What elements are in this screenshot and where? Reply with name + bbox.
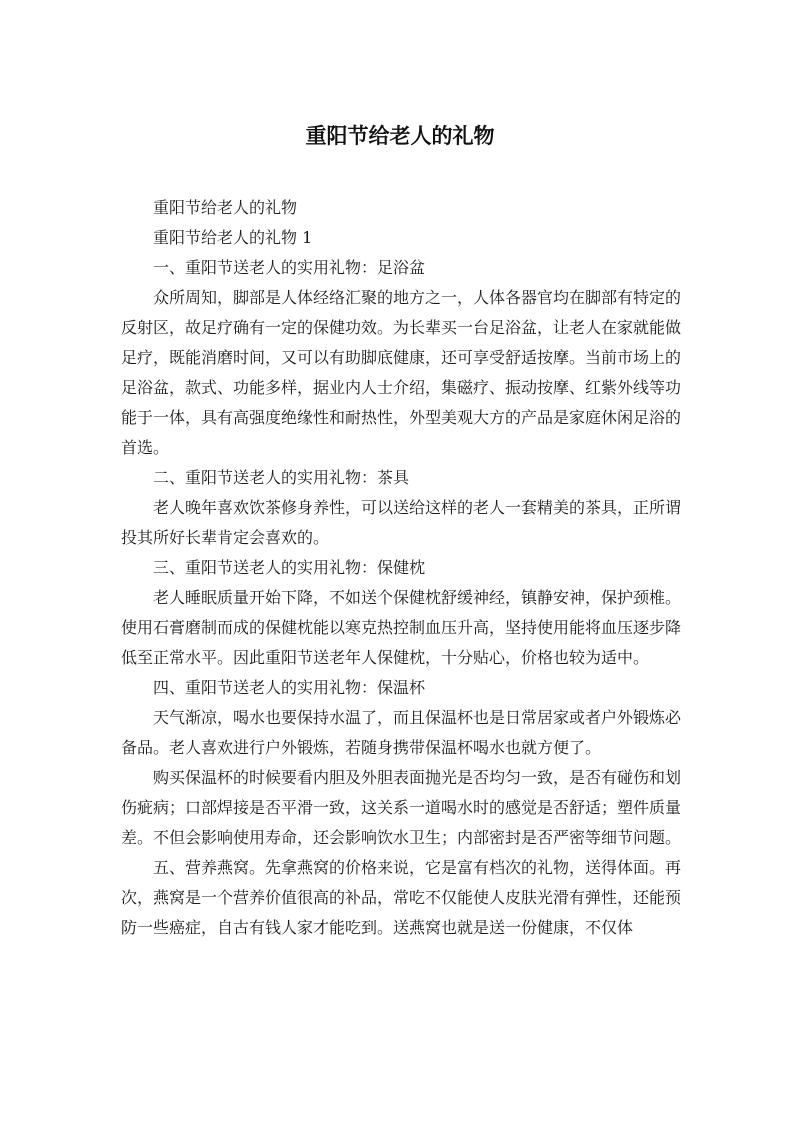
section-heading-foot-bath: 一、重阳节送老人的实用礼物：足浴盆 — [153, 258, 426, 277]
paragraph-thermos: 天气渐凉，喝水也要保持水温了，而且保温杯也是日常居家或者户外锻炼必备品。老人喜欢进行户外锻炼，若随身携带保温杯喝水也就方便了。 — [121, 708, 682, 757]
paragraph-tea-set: 老人晚年喜欢饮茶修身养性，可以送给这样的老人一套精美的茶具，正所谓投其所好长辈肯定会喜欢的。 — [121, 498, 682, 547]
section-heading-thermos: 四、重阳节送老人的实用礼物：保温杯 — [153, 678, 426, 697]
paragraph-foot-bath: 众所周知，脚部是人体经络汇聚的地方之一，人体各器官均在脚部有特定的反射区，故足疗确有一定的保健功效。为长辈买一台足浴盆，让老人在家就能做足疗，既能消磨时间，又可以有助脚底健康，还可享受舒适按摩。当前市场上的足浴盆，款式、功能多样，据业内人士介绍，集磁疗、振动按摩、红紫外线等功能于一体，具有高强度绝缘性和耐热性，外型美观大方的产品是家庭休闲足浴的首选。 — [121, 288, 682, 457]
paragraph-pillow: 老人睡眠质量开始下降，不如送个保健枕舒缓神经，镇静安神，保护颈椎。使用石膏磨制而成的保健枕能以寒克热控制血压升高，坚持使用能将血压逐步降低至正常水平。因此重阳节送老年人保健枕，十分贴心，价格也较为适中。 — [121, 588, 682, 667]
section-heading-tea-set: 二、重阳节送老人的实用礼物：茶具 — [153, 468, 410, 487]
paragraph-thermos-buying: 购买保温杯的时候要看内胆及外胆表面抛光是否均匀一致，是否有碰伤和划伤疵病；口部焊接是否平滑一致，这关系一道喝水时的感觉是否舒适；塑件质量差。不但会影响使用寿命，还会影响饮水卫生；内部密封是否严密等细节问题。 — [121, 768, 682, 847]
section-heading-pillow: 三、重阳节送老人的实用礼物：保健枕 — [153, 558, 426, 577]
paragraph-birds-nest: 五、营养燕窝。先拿燕窝的价格来说，它是富有档次的礼物，送得体面。再次，燕窝是一个营养价值很高的补品，常吃不仅能使人皮肤光滑有弹性，还能预防一些癌症，自古有钱人家才能吃到。送燕窝也就是送一份健康，不仅体 — [121, 858, 682, 937]
paragraph-subtitle: 重阳节给老人的礼物 1 — [153, 228, 313, 247]
document-body — [121, 193, 681, 943]
paragraph-heading-repeat: 重阳节给老人的礼物 — [153, 198, 298, 217]
document-title: 重阳节给老人的礼物 — [305, 124, 495, 148]
